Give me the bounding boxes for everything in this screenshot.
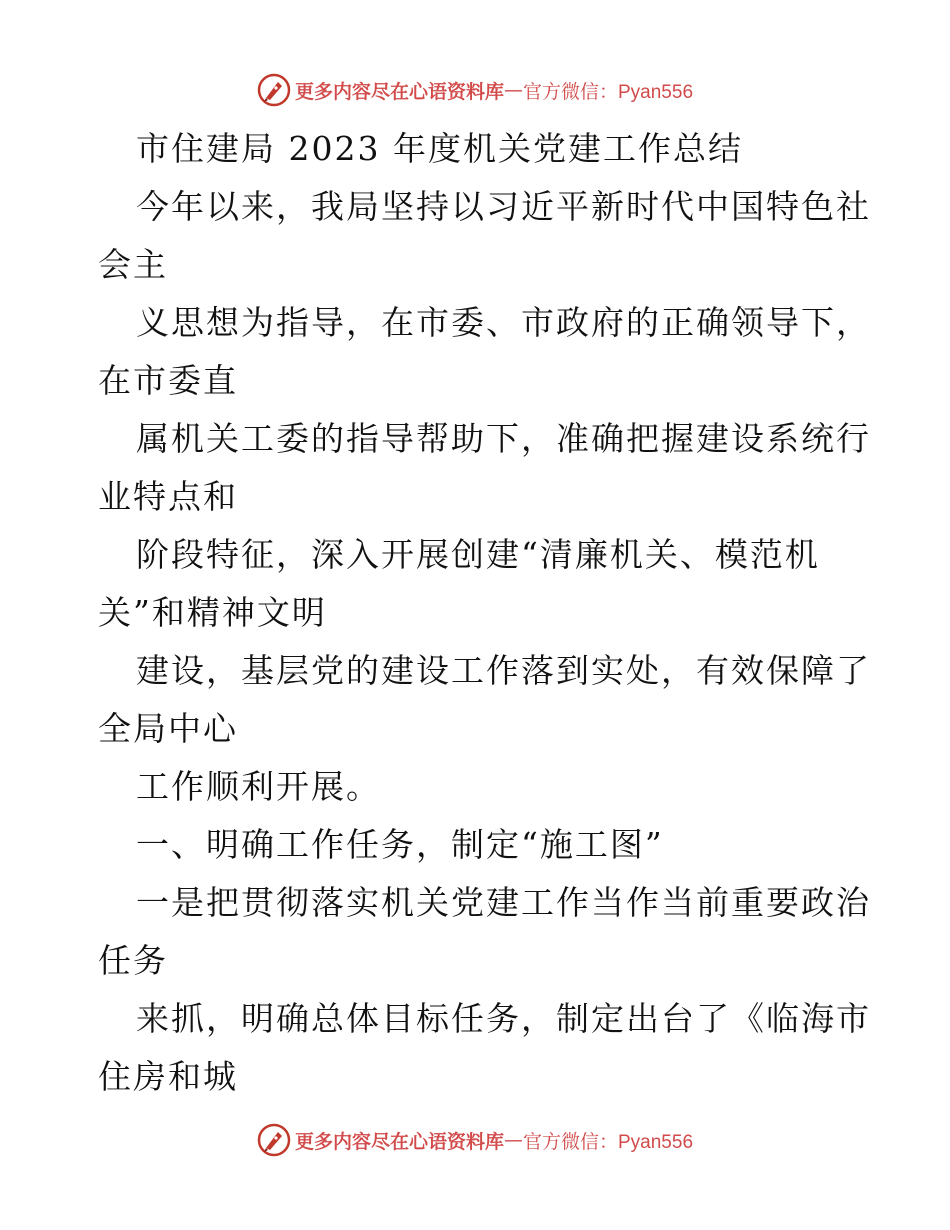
paragraph-line: 业特点和: [98, 477, 238, 516]
paragraph-line: 来抓，明确总体目标任务，制定出台了《临海市: [136, 999, 871, 1038]
paragraph-line: 关”和精神文明: [98, 593, 327, 632]
banner-separator: —: [504, 79, 523, 101]
header-banner: [0, 70, 950, 110]
paragraph-line: 今年以来，我局坚持以习近平新时代中国特色社: [136, 187, 871, 226]
paragraph-line: 阶段特征，深入开展创建“清廉机关、模范机: [136, 535, 820, 574]
document-body: [98, 120, 871, 1106]
paragraph-line: 一是把贯彻落实机关党建工作当作当前重要政治: [136, 883, 871, 922]
banner-wechat: 官方微信：Pyan556: [523, 81, 694, 103]
paragraph-line: 在市委直: [98, 361, 238, 400]
paragraph-line: 属机关工委的指导帮助下，准确把握建设系统行: [136, 419, 871, 458]
banner-separator: —: [504, 1129, 523, 1151]
paragraph-line: 会主: [98, 245, 168, 284]
paragraph-line: 建设，基层党的建设工作落到实处，有效保障了: [136, 651, 871, 690]
paragraph-line: 任务: [98, 941, 168, 980]
paragraph-line: 全局中心: [98, 709, 238, 748]
pen-nib-logo-icon: [257, 73, 291, 107]
banner-wechat: 官方微信：Pyan556: [523, 1131, 694, 1153]
banner-text: 更多内容尽在心语资料库: [294, 80, 504, 103]
document-title: 市住建局 2023 年度机关党建工作总结: [136, 129, 743, 168]
paragraph-line: 住房和城: [98, 1057, 238, 1096]
pen-nib-logo-icon: [257, 1123, 291, 1157]
section-heading: 一、明确工作任务，制定“施工图”: [136, 825, 664, 864]
footer-banner: [0, 1120, 950, 1160]
banner-text: 更多内容尽在心语资料库: [294, 1130, 504, 1153]
paragraph-line: 工作顺利开展。: [136, 767, 381, 806]
paragraph-line: 义思想为指导，在市委、市政府的正确领导下，: [136, 303, 871, 342]
